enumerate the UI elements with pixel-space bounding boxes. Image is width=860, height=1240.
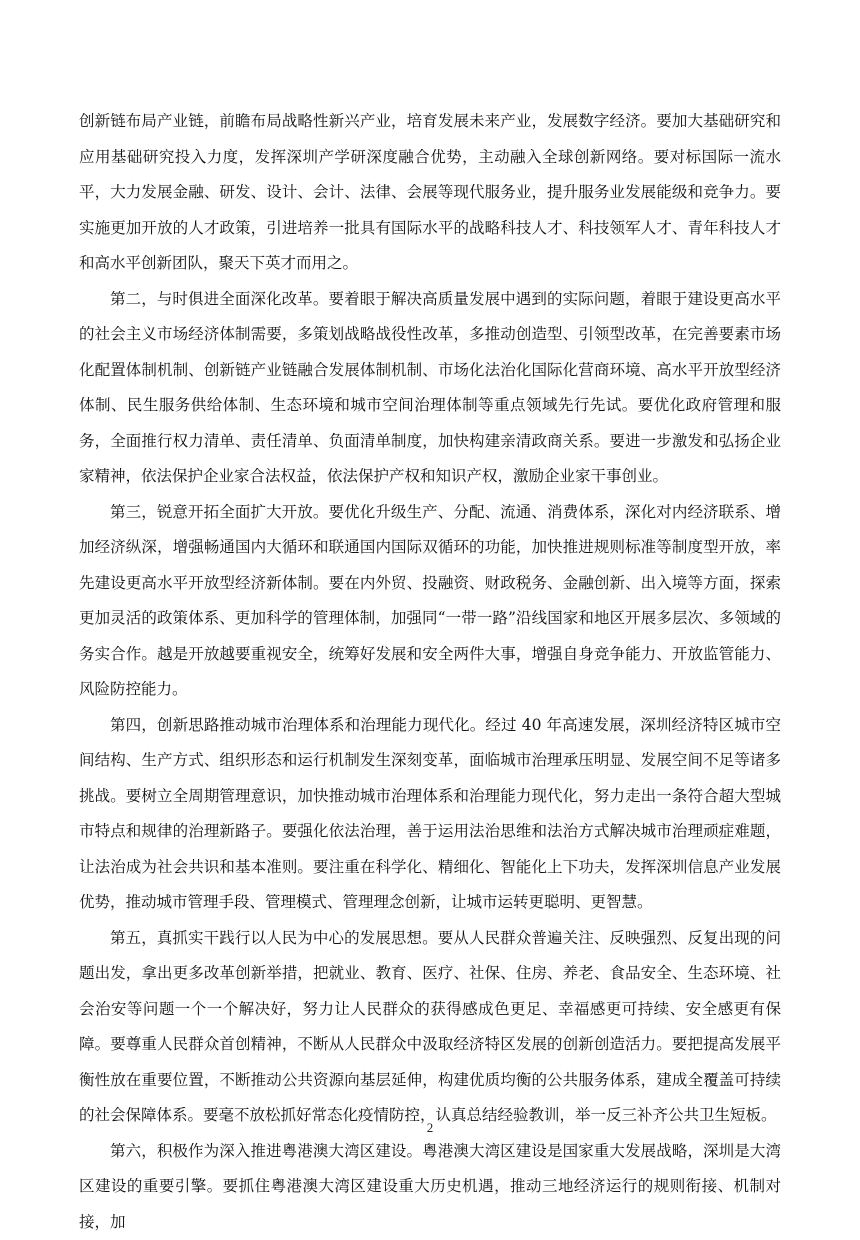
- paragraph-second-reform: 第二，与时俱进全面深化改革。要着眼于解决高质量发展中遇到的实际问题，着眼于建设更高水平的社会主义市场经济体制需要，多策划战略战役性改革，多推动创造型、引领型改革，在完善要素市场化配置体制机制、创新链产业链融合发展体制机制、市场化法治化国际化营商环境、高水平开放型经济体制、民生服务供给体制、生态环境和城市空间治理体制等重点领域先行先试。要优化政府管理和服务，全面推行权力清单、责任清单、负面清单制度，加快构建亲清政商关系。要进一步激发和弘扬企业家精神，依法保护企业家合法权益，依法保护产权和知识产权，激励企业家干事创业。: [79, 282, 781, 495]
- document-body: [79, 104, 781, 1240]
- page-number: 2: [0, 1120, 860, 1136]
- paragraph-fourth-governance: 第四，创新思路推动城市治理体系和治理能力现代化。经过 40 年高速发展，深圳经济特区城市空间结构、生产方式、组织形态和运行机制发生深刻变革，面临城市治理承压明显、发展空间不足等诸多挑战。要树立全周期管理意识，加快推动城市治理体系和治理能力现代化，努力走出一条符合超大型城市特点和规律的治理新路子。要强化依法治理，善于运用法治思维和法治方式解决城市治理顽症难题，让法治成为社会共识和基本准则。要注重在科学化、精细化、智能化上下功夫，发挥深圳信息产业发展优势，推动城市管理手段、管理模式、管理理念创新，让城市运转更聪明、更智慧。: [79, 708, 781, 921]
- paragraph-fifth-people: 第五，真抓实干践行以人民为中心的发展思想。要从人民群众普遍关注、反映强烈、反复出现的问题出发，拿出更多改革创新举措，把就业、教育、医疗、社保、住房、养老、食品安全、生态环境、社会治安等问题一个一个解决好，努力让人民群众的获得感成色更足、幸福感更可持续、安全感更有保障。要尊重人民群众首创精神，不断从人民群众中汲取经济特区发展的创新创造活力。要把提高发展平衡性放在重要位置，不断推动公共资源向基层延伸，构建优质均衡的公共服务体系，建成全覆盖可持续的社会保障体系。要毫不放松抓好常态化疫情防控，认真总结经验教训，举一反三补齐公共卫生短板。: [79, 921, 781, 1134]
- paragraph-continuation: 创新链布局产业链，前瞻布局战略性新兴产业，培育发展未来产业，发展数字经济。要加大基础研究和应用基础研究投入力度，发挥深圳产学研深度融合优势，主动融入全球创新网络。要对标国际一流水平，大力发展金融、研发、设计、会计、法律、会展等现代服务业，提升服务业发展能级和竞争力。要实施更加开放的人才政策，引进培养一批具有国际水平的战略科技人才、科技领军人才、青年科技人才和高水平创新团队，聚天下英才而用之。: [79, 104, 781, 282]
- paragraph-third-opening: 第三，锐意开拓全面扩大开放。要优化升级生产、分配、流通、消费体系，深化对内经济联系、增加经济纵深，增强畅通国内大循环和联通国内国际双循环的功能，加快推进规则标准等制度型开放，率先建设更高水平开放型经济新体制。要在内外贸、投融资、财政税务、金融创新、出入境等方面，探索更加灵活的政策体系、更加科学的管理体制，加强同“一带一路”沿线国家和地区开展多层次、多领域的务实合作。越是开放越要重视安全，统筹好发展和安全两件大事，增强自身竞争能力、开放监管能力、风险防控能力。: [79, 495, 781, 708]
- paragraph-sixth-greater-bay-area: 第六，积极作为深入推进粤港澳大湾区建设。粤港澳大湾区建设是国家重大发展战略，深圳是大湾区建设的重要引擎。要抓住粤港澳大湾区建设重大历史机遇，推动三地经济运行的规则衔接、机制对接，加: [79, 1134, 781, 1240]
